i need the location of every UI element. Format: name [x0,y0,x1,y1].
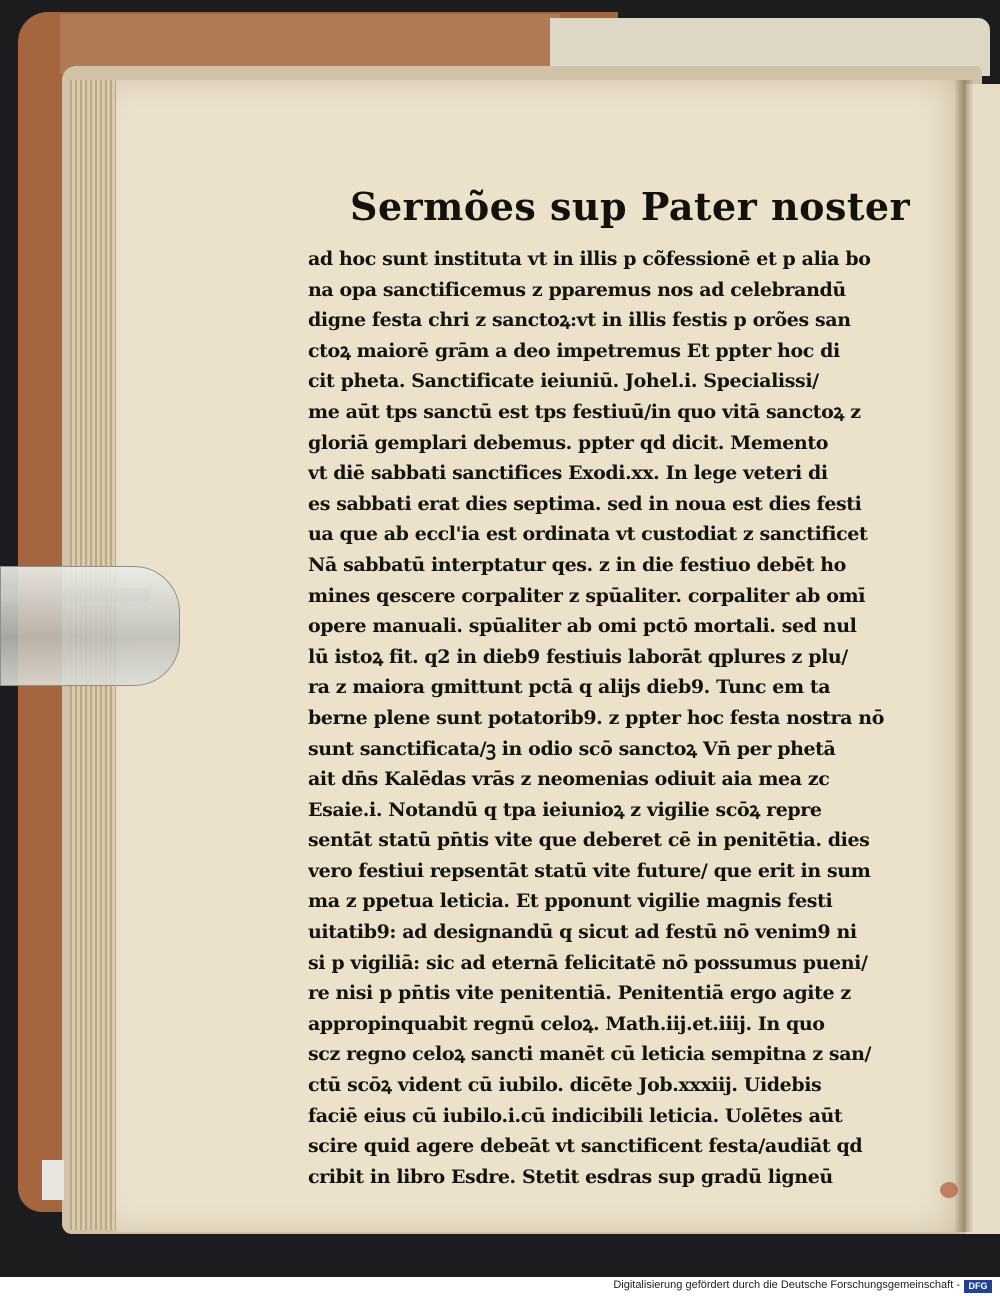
text-line: cribit in libro Esdre. Stetit esdras sup gradū ligneū [308,1165,833,1188]
text-line: vt diē sabbati sanctifices Exodi.xx. In lege veteri di [308,462,828,485]
footer-bar [0,1277,1000,1296]
text-line: digne festa chri z sanctoꝝ:vt in illis festis p orões san [308,309,851,332]
text-line: ua que ab eccl'ia est ordinata vt custodiat z sanctificet [308,523,868,546]
page-stain [940,1182,958,1198]
text-line: faciē eius cū iubilo.i.cū indicibili leticia. Uolētes aūt [308,1104,843,1127]
text-line: es sabbati erat dies septima. sed in noua est dies festi [308,492,862,515]
text-line: sentāt statū pn̄tis vite que deberet cē in penitētia. dies [308,829,870,852]
text-line: uitatib9: ad designandū q sicut ad festū nō venim9 ni [308,921,857,944]
dfg-logo[interactable]: DFG [964,1280,992,1293]
text-line: vero festiui repsentāt statū vite future/ que erit in sum [308,859,871,882]
text-line: ait dn̄s Kalēdas vrās z neomenias odiuit aia mea zc [308,768,830,791]
text-line: scire quid agere debeāt vt sanctificent festa/audiāt qd [308,1135,863,1158]
book-gutter [955,80,973,1232]
text-line: berne plene sunt potatorib9. z ppter hoc festa nostra nō [308,706,884,729]
text-line: ma z ppetua leticia. Et pponunt vigilie magnis festi [308,890,833,913]
page-clip [0,566,180,686]
text-line: cit pheta. Sanctificate ieiuniū. Johel.i. Specialissi/ [308,370,819,393]
text-line: me aūt tps sanctū est tps festiuū/in quo vitā sanctoꝝ z [308,400,861,423]
text-line: Nā sabbatū interptatur qes. z in die festiuo debēt ho [308,553,846,576]
text-line: ra z maiora gmittunt pctā q alijs dieb9. Tunc em ta [308,676,831,699]
paper-tab [42,1160,64,1200]
text-line: ad hoc sunt instituta vt in illis p cõfessionē et p alia bo [308,248,871,270]
text-line: mines qescere corpaliter z spūaliter. corpaliter ab omī [308,584,866,607]
text-line: Esaie.i. Notandū q tpa ieiunioꝝ z vigilie scōꝝ repre [308,798,822,821]
text-line: lū istoꝝ fit. q2 in dieb9 festiuis laborāt qplures z plu/ [308,645,848,668]
text-line: re nisi p pn̄tis vite penitentiā. Penitentiā ergo agite z [308,982,851,1005]
text-line: sunt sanctificata/ꝫ in odio scō sanctoꝝ Vn̄ per phetā [308,737,836,760]
text-line: appropinquabit regnū celoꝝ. Math.iij.et.iiij. In quo [308,1012,825,1035]
text-line: gloriā gemplari debemus. ppter qd dicit. Memento [308,431,828,454]
text-line: opere manuali. spūaliter ab omi pctō mortali. sed nul [308,615,857,638]
text-lines [308,244,908,1192]
running-head: Sermões sup Pater noster [350,184,911,229]
cover-top-edge [60,14,560,74]
text-line: ctū scōꝝ vident cū iubilo. dicēte Job.xxxiij. Uidebis [308,1074,822,1097]
text-line: scz regno celoꝝ sancti manēt cū leticia sempitna z san/ [308,1043,872,1066]
text-line: ctoꝝ maiorē grām a deo impetremus Et ppter hoc di [308,339,840,362]
footer-credit: Digitalisierung gefördert durch die Deutsche Forschungsgemeinschaft - [613,1279,960,1291]
text-line: na opa sanctificemus z pparemus nos ad celebrandū [308,278,846,301]
text-line: si p vigiliā: sic ad eternā felicitatē nō possumus pueni/ [308,951,868,974]
